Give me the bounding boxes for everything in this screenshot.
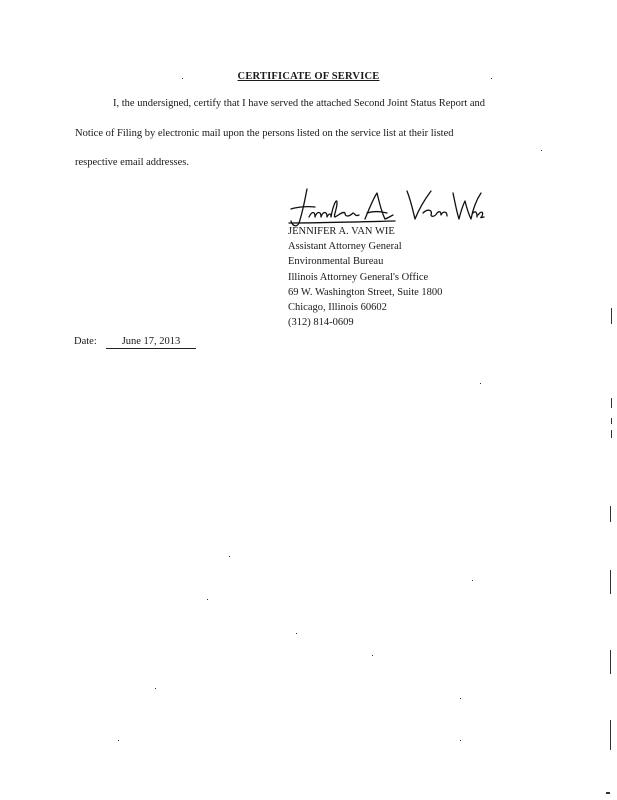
scan-speck: [296, 633, 297, 634]
signer-bureau: Environmental Bureau: [288, 256, 384, 268]
date-label: Date:: [74, 336, 97, 347]
document-title: CERTIFICATE OF SERVICE: [237, 71, 380, 82]
date-value: June 17, 2013: [106, 336, 196, 349]
signer-phone: (312) 814-0609: [288, 317, 354, 329]
scan-speck: [541, 150, 542, 151]
scan-speck: [460, 698, 461, 699]
signer-address-line-2: Chicago, Illinois 60602: [288, 302, 387, 314]
scan-artifact: [611, 430, 612, 438]
scan-artifact: [611, 418, 612, 424]
scan-speck: [182, 78, 183, 79]
body-line-1: I, the undersigned, certify that I have served the attached Second Joint Status Report and: [113, 98, 486, 109]
scan-artifact: [610, 720, 611, 750]
scan-artifact: [606, 792, 610, 794]
scan-speck: [229, 556, 230, 557]
signer-title: Assistant Attorney General: [288, 241, 402, 253]
scan-speck: [155, 688, 156, 689]
signature-block: [288, 224, 442, 330]
scan-artifact: [610, 570, 611, 594]
scan-artifact: [611, 398, 612, 408]
scan-speck: [472, 580, 473, 581]
scan-speck: [491, 78, 492, 79]
signer-name: JENNIFER A. VAN WIE: [288, 226, 395, 237]
signer-office: Illinois Attorney General's Office: [288, 271, 429, 283]
scan-speck: [460, 740, 461, 741]
scan-artifact: [611, 308, 612, 324]
scan-speck: [118, 740, 119, 741]
signer-address-line-1: 69 W. Washington Street, Suite 1800: [288, 286, 443, 298]
scan-speck: [480, 383, 481, 384]
body-line-2: Notice of Filing by electronic mail upon the persons listed on the service list at their listed: [75, 128, 454, 139]
scan-artifact: [610, 506, 611, 522]
body-line-3: respective email addresses.: [75, 157, 189, 168]
scan-speck: [372, 655, 373, 656]
scan-artifact: [610, 650, 611, 674]
scan-speck: [207, 599, 208, 600]
